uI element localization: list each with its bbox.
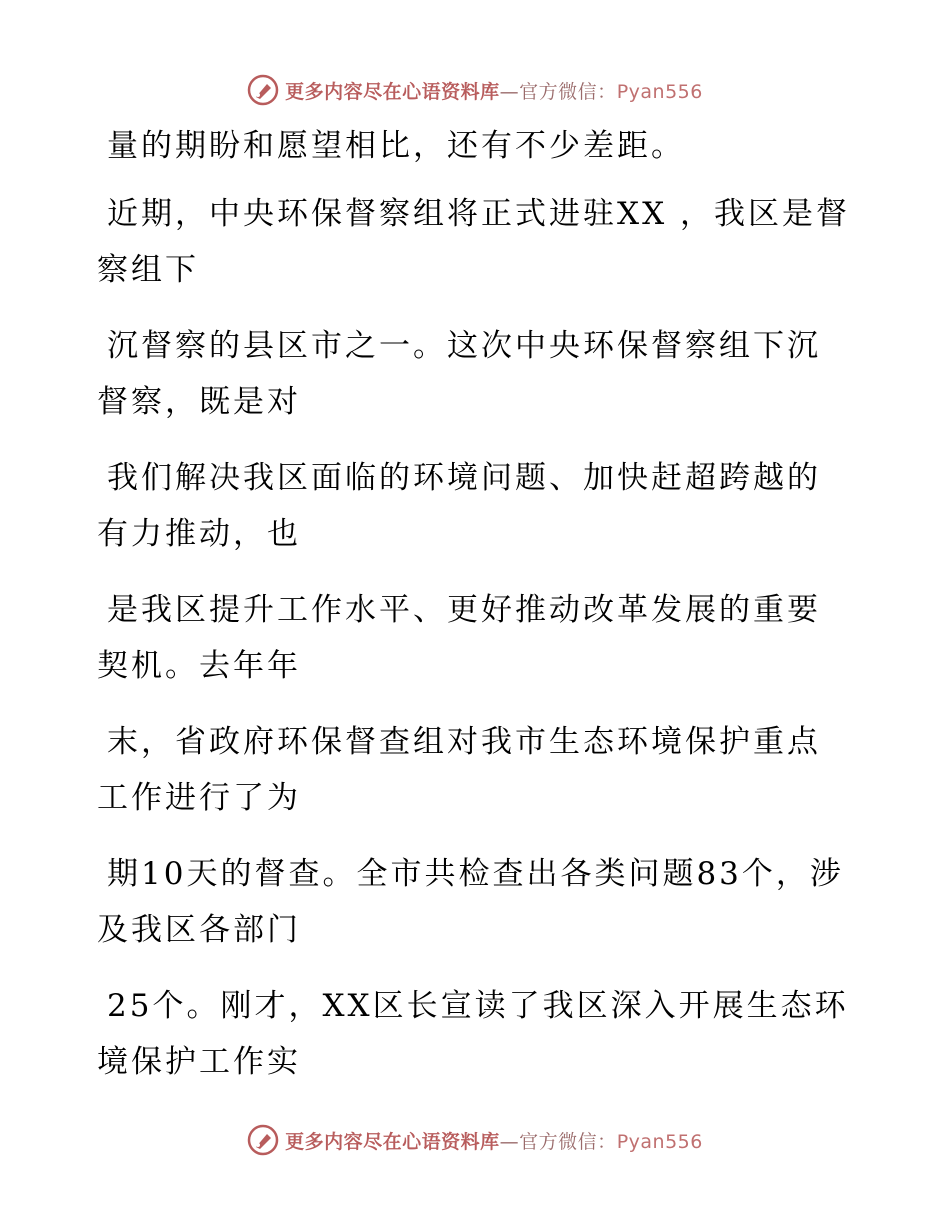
paragraph	[97, 450, 897, 562]
paragraph-line: 近期，中央环保督察组将正式进驻XX ，我区是督	[107, 196, 850, 232]
header-banner	[0, 70, 950, 110]
banner-wechat-label: 官方微信：	[519, 1130, 617, 1153]
paragraph-line: 境保护工作实	[97, 1044, 301, 1080]
paragraph-line: 察组下	[97, 252, 199, 288]
banner-prefix: 更多内容尽在心语资料库	[285, 80, 500, 103]
pen-nib-logo-icon	[247, 1124, 279, 1156]
paragraph-line: 期10天的督查。全市共检查出各类问题83个，涉	[107, 856, 844, 892]
paragraph	[97, 714, 897, 826]
banner-wechat-id: Pyan556	[616, 1130, 703, 1153]
banner-separator: —	[499, 1130, 520, 1153]
paragraph	[97, 186, 897, 298]
banner-wechat-id: Pyan556	[616, 80, 703, 103]
banner-separator: —	[499, 80, 520, 103]
paragraph	[97, 582, 897, 694]
paragraph-line: 及我区各部门	[97, 912, 301, 948]
banner-wechat-label: 官方微信：	[519, 80, 617, 103]
paragraph-line: 量的期盼和愿望相比，还有不少差距。	[107, 128, 685, 164]
pen-nib-logo-icon	[247, 74, 279, 106]
paragraph	[97, 318, 897, 430]
banner-text	[285, 77, 703, 104]
paragraph	[97, 978, 897, 1090]
paragraph-line: 契机。去年年	[97, 648, 301, 684]
paragraph-line: 工作进行了为	[97, 780, 301, 816]
paragraph-line: 沉督察的县区市之一。这次中央环保督察组下沉	[107, 328, 821, 364]
paragraph	[97, 118, 897, 174]
banner-prefix: 更多内容尽在心语资料库	[285, 1130, 500, 1153]
paragraph-line: 督察，既是对	[97, 384, 301, 420]
paragraph-line: 末，省政府环保督查组对我市生态环境保护重点	[107, 724, 821, 760]
document-body	[97, 118, 897, 1110]
paragraph-line: 我们解决我区面临的环境问题、加快赶超跨越的	[107, 460, 821, 496]
banner-text	[285, 1127, 703, 1154]
paragraph-line: 是我区提升工作水平、更好推动改革发展的重要	[107, 592, 821, 628]
footer-banner	[0, 1120, 950, 1160]
paragraph-line: 有力推动，也	[97, 516, 301, 552]
paragraph	[97, 846, 897, 958]
paragraph-line: 25个。刚才，XX区长宣读了我区深入开展生态环	[107, 988, 849, 1024]
